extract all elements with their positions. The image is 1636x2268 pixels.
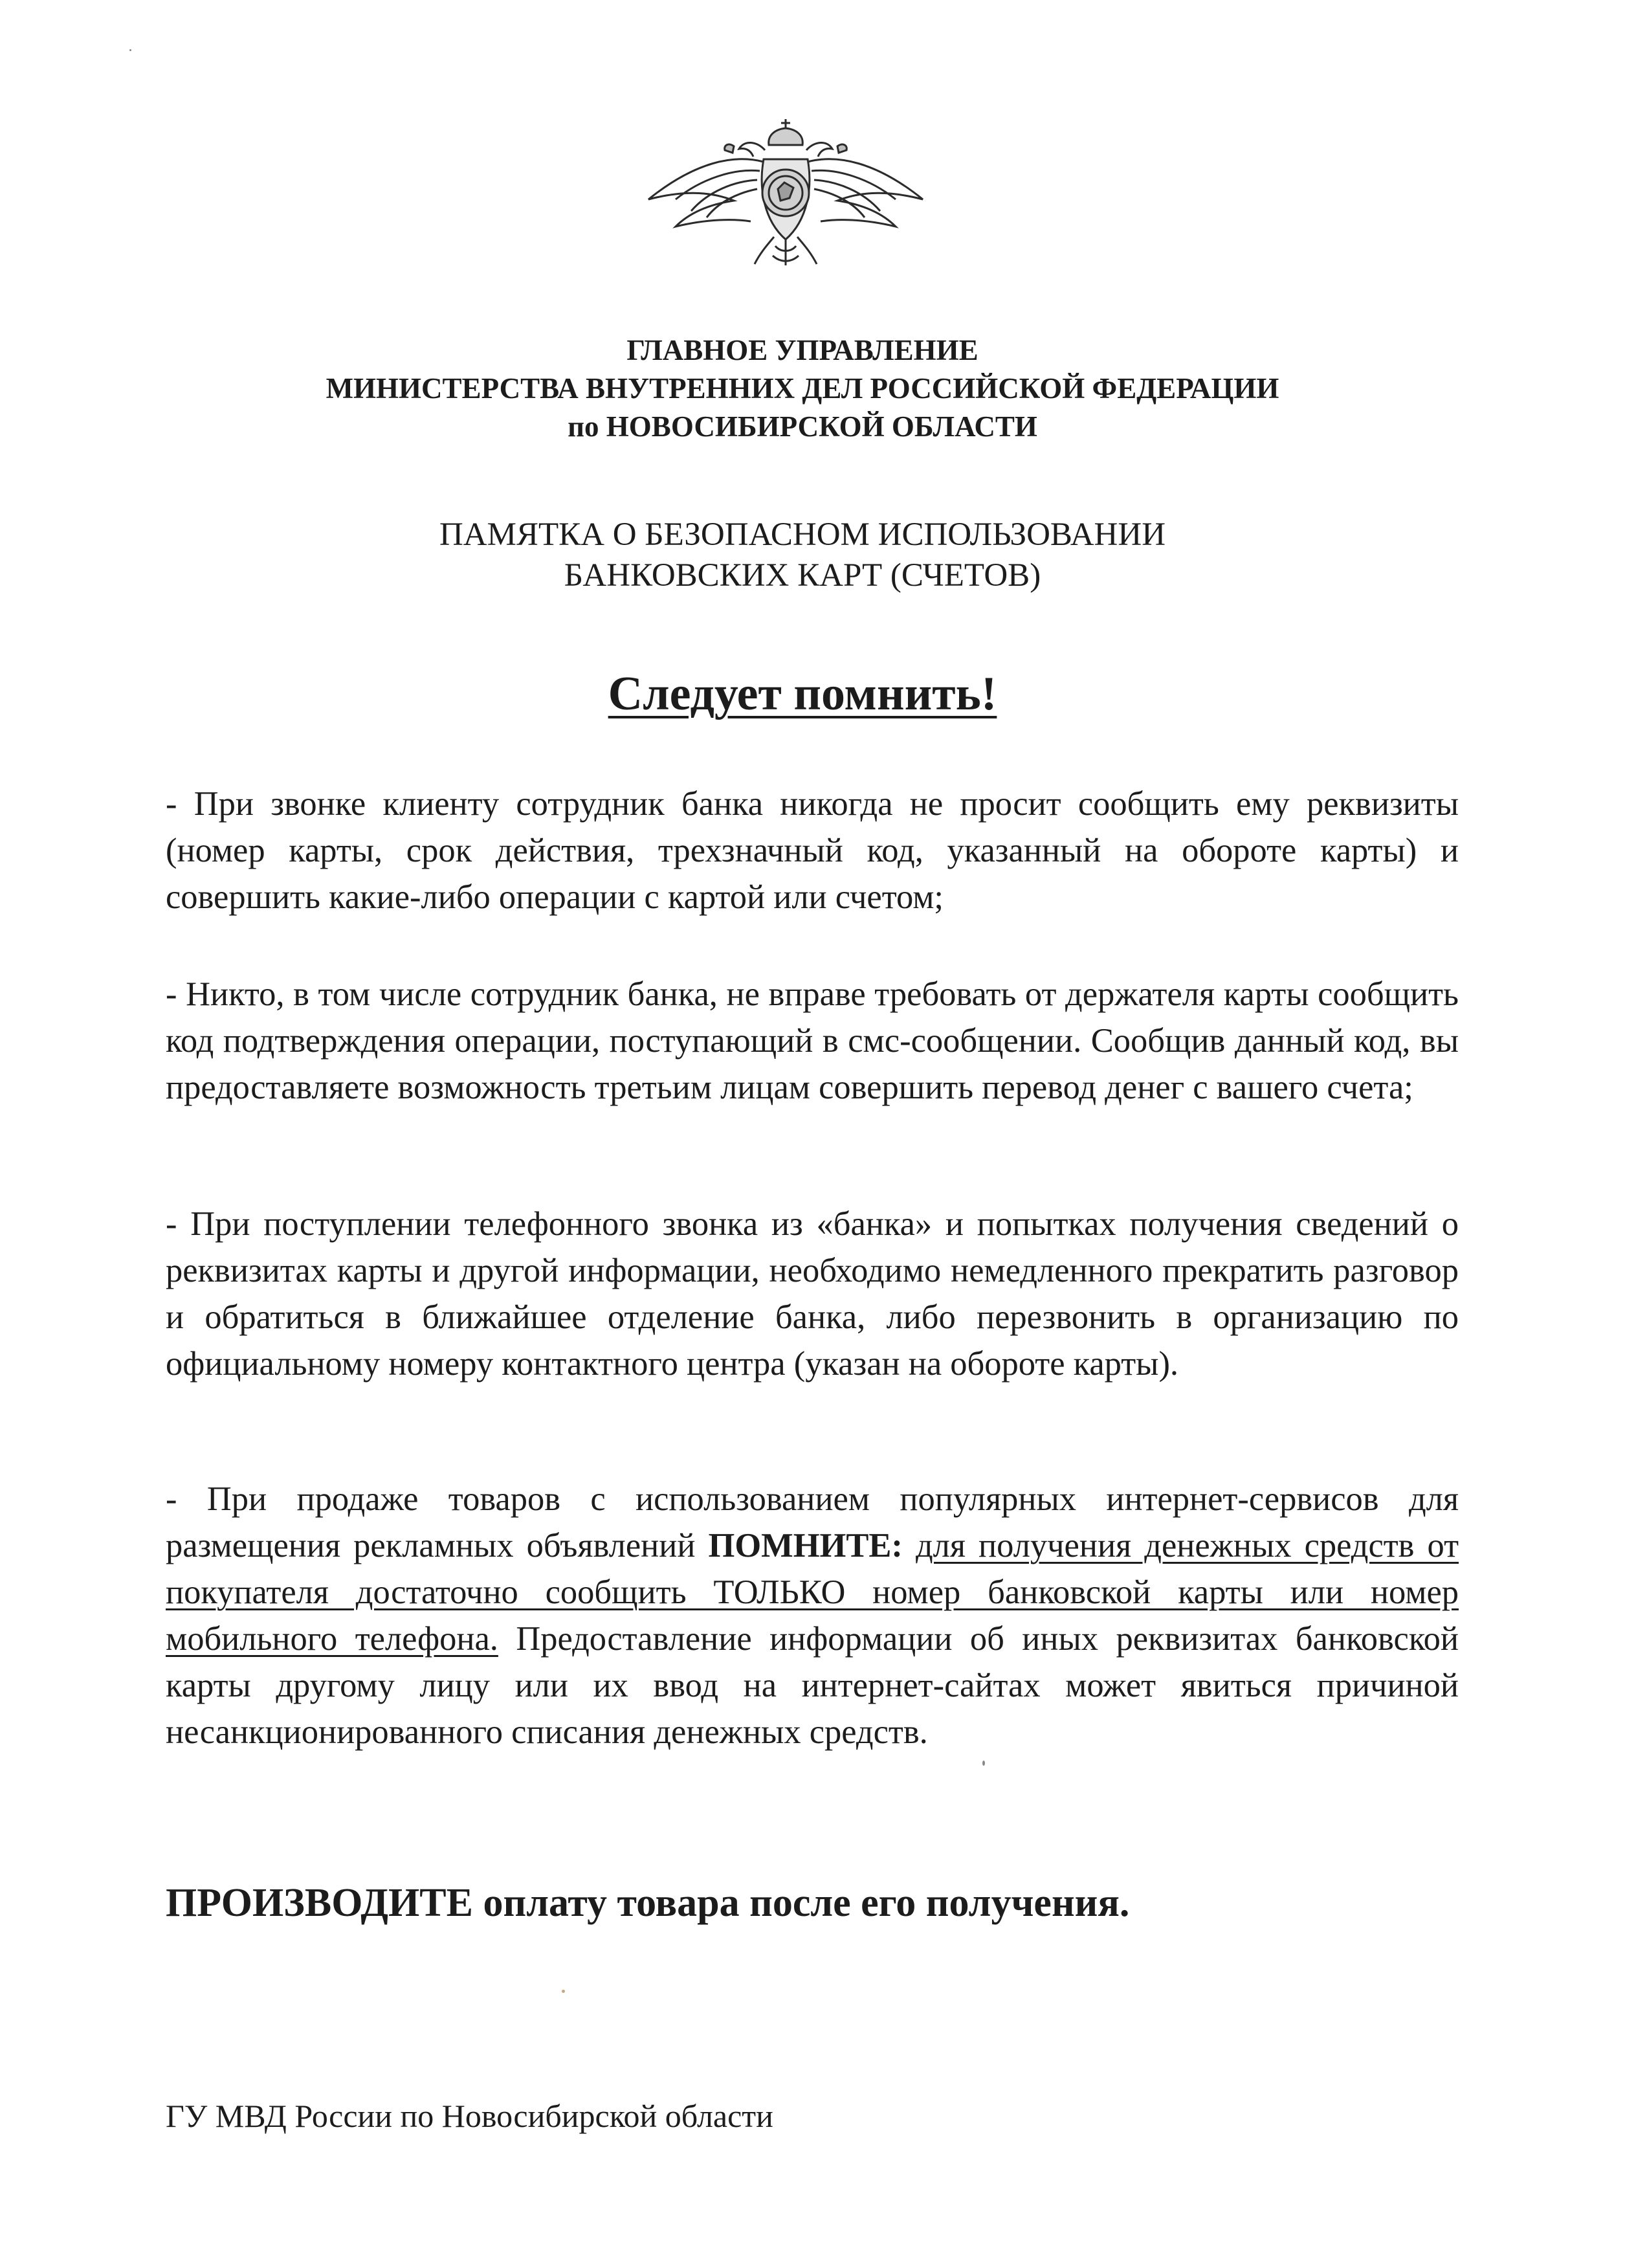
final-statement-emphasis: ПРОИЗВОДИТЕ bbox=[166, 1881, 473, 1925]
header-line-2: МИНИСТЕРСТВА ВНУТРЕННИХ ДЕЛ РОССИЙСКОЙ ФЕДЕРАЦИИ bbox=[326, 372, 1279, 405]
paragraph-online-sales-outro: Предоставление информации об иных реквизитах банковской карты другому лицу или их ввод на интернет-сайтах может явиться причиной несанкционированного списания денежных средств. bbox=[166, 1620, 1459, 1751]
final-statement bbox=[166, 1880, 1525, 1926]
memo-title-line-2: БАНКОВСКИХ КАРТ (СЧЕТОВ) bbox=[564, 557, 1041, 594]
header-line-1: ГЛАВНОЕ УПРАВЛЕНИЕ bbox=[626, 334, 978, 366]
remember-emphasis: ПОМНИТЕ: bbox=[708, 1527, 903, 1564]
paragraph-online-sales-intro: - При продаже товаров с использованием популярных интернет-сервисов для размещения рекламных объявлений bbox=[166, 1480, 1459, 1564]
signature-line: ГУ МВД России по Новосибирской области bbox=[166, 2098, 773, 2134]
paragraph-phone-call: - При поступлении телефонного звонка из «банка» и попытках получения сведений о реквизитах карты и другой информации, необходимо немедленного прекратить разговор и обратиться в ближайшее отделение банка, либо перезвонить в организацию по официальному номеру контактного центра (указан на обороте карты). bbox=[166, 1205, 1459, 1383]
remember-heading-block bbox=[129, 667, 1476, 722]
paragraph-online-sales bbox=[166, 1476, 1459, 1755]
paragraph-sms-code: - Никто, в том числе сотрудник банка, не вправе требовать от держателя карты сообщить код подтверждения операции, поступающий в смс-сообщении. Сообщив данный код, вы предоставляете возможность третьим лицам совершить перевод денег с вашего счета; bbox=[166, 975, 1459, 1106]
space bbox=[903, 1527, 916, 1564]
header-line-3: по НОВОСИБИРСКОЙ ОБЛАСТИ bbox=[568, 410, 1037, 443]
scan-speck bbox=[562, 1990, 565, 1993]
final-statement-rest: оплату товара после его получения. bbox=[473, 1881, 1130, 1925]
scan-speck bbox=[982, 1761, 985, 1766]
organization-header bbox=[129, 331, 1476, 446]
remember-heading: Следует помнить! bbox=[608, 667, 997, 720]
underlined-warning: для получения денежных средств от покупателя достаточно сообщить ТОЛЬКО номер банковской карты или номер мобильного телефона. bbox=[166, 1527, 1459, 1658]
scan-speck bbox=[129, 49, 131, 51]
memo-title bbox=[129, 515, 1476, 596]
paragraph-bank-calls: - При звонке клиенту сотрудник банка никогда не просит сообщить ему реквизиты (номер карты, срок действия, трехзначный код, указанный на обороте карты) и совершить какие-либо операции с картой или счетом; bbox=[166, 785, 1459, 916]
double-headed-eagle-icon bbox=[637, 117, 934, 272]
memo-title-line-1: ПАМЯТКА О БЕЗОПАСНОМ ИСПОЛЬЗОВАНИИ bbox=[439, 517, 1166, 553]
